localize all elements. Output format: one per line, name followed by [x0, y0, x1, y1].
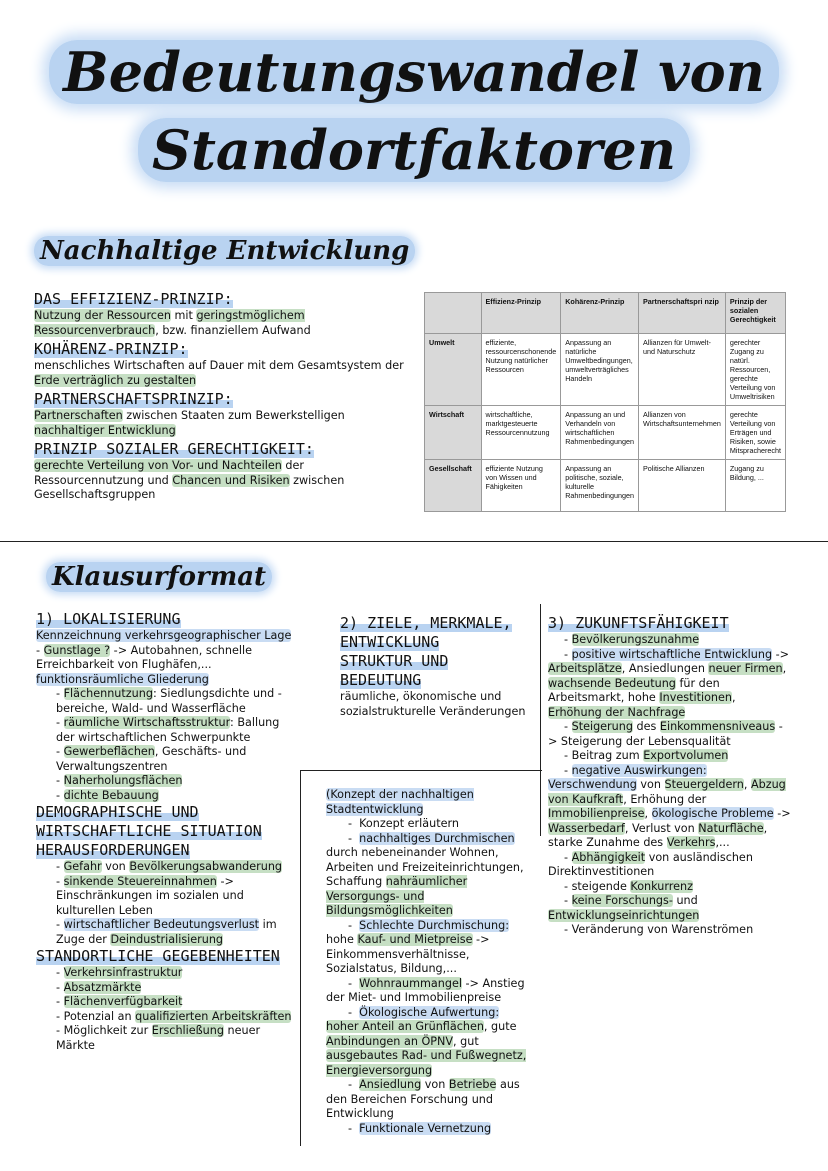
list-item: - Verkehrsinfrastruktur — [56, 966, 183, 979]
section-heading-nachhaltige-entwicklung: Nachhaltige Entwicklung — [34, 236, 415, 266]
list-item: - sinkende Steuereinnahmen -> Einschränkungen im sozialen und kulturellen Leben — [56, 874, 244, 917]
column-heading: HERAUSFORDERUNGEN — [36, 841, 190, 859]
principle-text: menschliches Wirtschaften auf Dauer mit dem Gesamtsystem der Erde verträglich zu gestalten — [34, 359, 404, 387]
table-header-cell: Partnerschaftspri nzip — [638, 293, 725, 334]
principle-text: Partnerschaften zwischen Staaten zum Bewerkstelligen nachhaltiger Entwicklung — [34, 409, 345, 437]
table-cell: Allianzen von Wirtschaftsunternehmen — [638, 406, 725, 460]
table-cell: Zugang zu Bildung, ... — [725, 460, 785, 512]
list-item: - Steigerung des Einkommensniveaus -> Steigerung der Lebensqualität — [548, 720, 783, 748]
list-item: - Ansiedlung von Betriebe aus den Bereichen Forschung und Entwicklung — [326, 1078, 520, 1120]
principle-text: gerechte Verteilung von Vor- und Nachteilen der Ressourcennutzung und Chancen und Risiken zwischen Gesellschaftsgruppen — [34, 459, 345, 501]
table-cell: Politische Allianzen — [638, 460, 725, 512]
list-item: - Gewerbeflächen, Geschäfts- und Verwaltungszentren — [56, 745, 247, 773]
table-cell: Anpassung an und Verhandeln von wirtschaftlichen Rahmenbedingungen — [561, 406, 639, 460]
list-item: - Beitrag zum Exportvolumen — [564, 749, 729, 762]
table-row-label: Gesellschaft — [425, 460, 482, 512]
list-item: - Funktionale Vernetzung — [348, 1121, 492, 1135]
list-item: - räumliche Wirtschaftsstruktur: Ballung der wirtschaftlichen Schwerpunkte — [56, 716, 280, 744]
table-cell: gerechter Zugang zu natürl. Ressourcen, gerechte Verteilung von Umweltrisiken — [725, 334, 785, 406]
principle-text: Nutzung der Ressourcen mit geringstmöglichem Ressourcenverbrauch, bzw. finanziellem Aufwand — [34, 309, 311, 337]
list-item: - wirtschaftlicher Bedeutungsverlust im Zuge der Deindustrialisierung — [56, 918, 277, 946]
list-item: - Potenzial an qualifizierten Arbeitskräften — [56, 1009, 292, 1023]
column-konzept — [326, 788, 538, 1136]
table-row — [425, 334, 786, 406]
principle-heading: PRINZIP SOZIALER GERECHTIGKEIT: — [34, 440, 314, 458]
table-header-cell: Kohärenz-Prinzip — [561, 293, 639, 334]
table-header-row — [425, 293, 786, 334]
list-item: - Absatzmärkte — [56, 980, 142, 994]
table-row — [425, 460, 786, 512]
column-heading: DEMOGRAPHISCHE UND WIRTSCHAFTLICHE SITUATION — [36, 803, 262, 840]
table-cell: Anpassung an politische, soziale, kulturelle Rahmenbedingungen — [561, 460, 639, 512]
principles-matrix-table — [424, 292, 786, 512]
column-divider — [300, 770, 542, 771]
principle-heading: PARTNERSCHAFTSPRINZIP: — [34, 390, 233, 408]
list-item: wachsende Bedeutung für den Arbeitsmarkt, hohe Investitionen, Erhöhung der Nachfrage — [548, 676, 736, 719]
list-item: - Wohnraummangel -> Anstieg der Miet- und Immobilienpreise — [326, 976, 525, 1004]
list-item: räumliche, ökonomische und sozialstrukturelle Veränderungen — [340, 690, 526, 718]
list-item: (Konzept der nachhaltigen Stadtentwicklung — [326, 788, 474, 816]
list-item: Kennzeichnung verkehrsgeographischer Lage — [36, 629, 292, 642]
principles-list — [34, 290, 414, 503]
principle-heading: DAS EFFIZIENZ-PRINZIP: — [34, 290, 233, 308]
list-item: funktionsräumliche Gliederung — [36, 672, 209, 686]
table-row-label: Wirtschaft — [425, 406, 482, 460]
page-title-line2: Standortfaktoren — [0, 118, 828, 182]
section-divider — [0, 541, 828, 542]
principle-heading: KOHÄRENZ-PRINZIP: — [34, 340, 188, 358]
list-item: - Naherholungsflächen — [56, 774, 183, 787]
table-cell: Allianzen für Umwelt- und Naturschutz — [638, 334, 725, 406]
list-item: - steigende Konkurrenz — [564, 879, 693, 893]
list-item: - Gefahr von Bevölkerungsabwanderung — [56, 860, 283, 873]
column-zukunftsfaehigkeit — [548, 614, 792, 938]
section-heading-klausurformat: Klausurformat — [46, 562, 272, 592]
list-item: - dichte Bebauung — [56, 788, 159, 802]
list-item: - positive wirtschaftliche Entwicklung -> Arbeitsplätze, Ansiedlungen neuer Firmen, — [548, 647, 790, 675]
column-heading: STANDORTLICHE GEGEBENHEITEN — [36, 947, 280, 965]
table-header-cell — [425, 293, 482, 334]
list-item: - Schlechte Durchmischung: — [348, 918, 509, 932]
table-row — [425, 406, 786, 460]
list-item: hoher Anteil an Grünflächen, gute Anbindungen an ÖPNV, gut ausgebautes Rad- und Fußwegnetz, Energieversorgung — [326, 1020, 527, 1077]
table-cell: gerechte Verteilung von Erträgen und Risiken, sowie Mitspracherecht — [725, 406, 785, 460]
column-divider — [300, 770, 301, 1146]
list-item: - negative Auswirkungen: Verschwendung von Steuergeldern, Abzug von Kaufkraft, Erhöhung der Immobilienpreise, ökologische Probleme -> Wasserbedarf, Verlust von Naturfläche, starke Zunahme des Verkehrs,... — [548, 763, 791, 849]
list-item: - keine Forschungs- und Entwicklungseinrichtungen — [548, 894, 700, 922]
list-item: - Gunstlage ? -> Autobahnen, schnelle Erreichbarkeit von Flughäfen,... — [36, 643, 252, 671]
table-row-label: Umwelt — [425, 334, 482, 406]
list-item: - Flächenverfügbarkeit — [56, 995, 183, 1008]
page-title-line1: Bedeutungswandel von — [0, 40, 828, 104]
column-heading: STRUKTUR UND BEDEUTUNG — [340, 652, 449, 689]
list-item: - Konzept erläutern — [348, 817, 459, 830]
column-lokalisierung — [36, 610, 292, 1053]
column-heading: 2) ZIELE, MERKMALE, ENTWICKLUNG — [340, 614, 512, 651]
table-cell: effiziente, ressourcenschonende Nutzung natürlicher Ressourcen — [481, 334, 561, 406]
list-item: - Flächennutzung: Siedlungsdichte und -bereiche, Wald- und Wasserfläche — [56, 687, 282, 715]
column-divider — [540, 604, 541, 836]
table-cell: wirtschaftliche, marktgesteuerte Ressourcennutzung — [481, 406, 561, 460]
list-item: - Ökologische Aufwertung: — [348, 1005, 500, 1019]
table-header-cell: Prinzip der sozialen Gerechtigkeit — [725, 293, 785, 334]
table-header-cell: Effizienz-Prinzip — [481, 293, 561, 334]
list-item: - Veränderung von Warenströmen — [564, 923, 754, 936]
column-heading: 3) ZUKUNFTSFÄHIGKEIT — [548, 614, 729, 632]
column-heading: 1) LOKALISIERUNG — [36, 610, 181, 628]
list-item: - Abhängigkeit von ausländischen Direktinvestitionen — [548, 850, 753, 878]
list-item: hohe Kauf- und Mietpreise -> Einkommensverhältnisse, Sozialstatus, Bildung,... — [326, 933, 490, 975]
column-ziele — [340, 614, 536, 719]
list-item: - nachhaltiges Durchmischen durch nebeneinander Wohnen, Arbeiten und Freizeiteinrichtungen, Schaffung nahräumlicher Versorgungs- und Bildungsmöglichkeiten — [326, 831, 524, 917]
list-item: - Bevölkerungszunahme — [564, 633, 700, 646]
table-cell: effiziente Nutzung von Wissen und Fähigkeiten — [481, 460, 561, 512]
table-cell: Anpassung an natürliche Umweltbedingungen, umweltverträgliches Handeln — [561, 334, 639, 406]
list-item: - Möglichkeit zur Erschließung neuer Märkte — [56, 1024, 261, 1052]
